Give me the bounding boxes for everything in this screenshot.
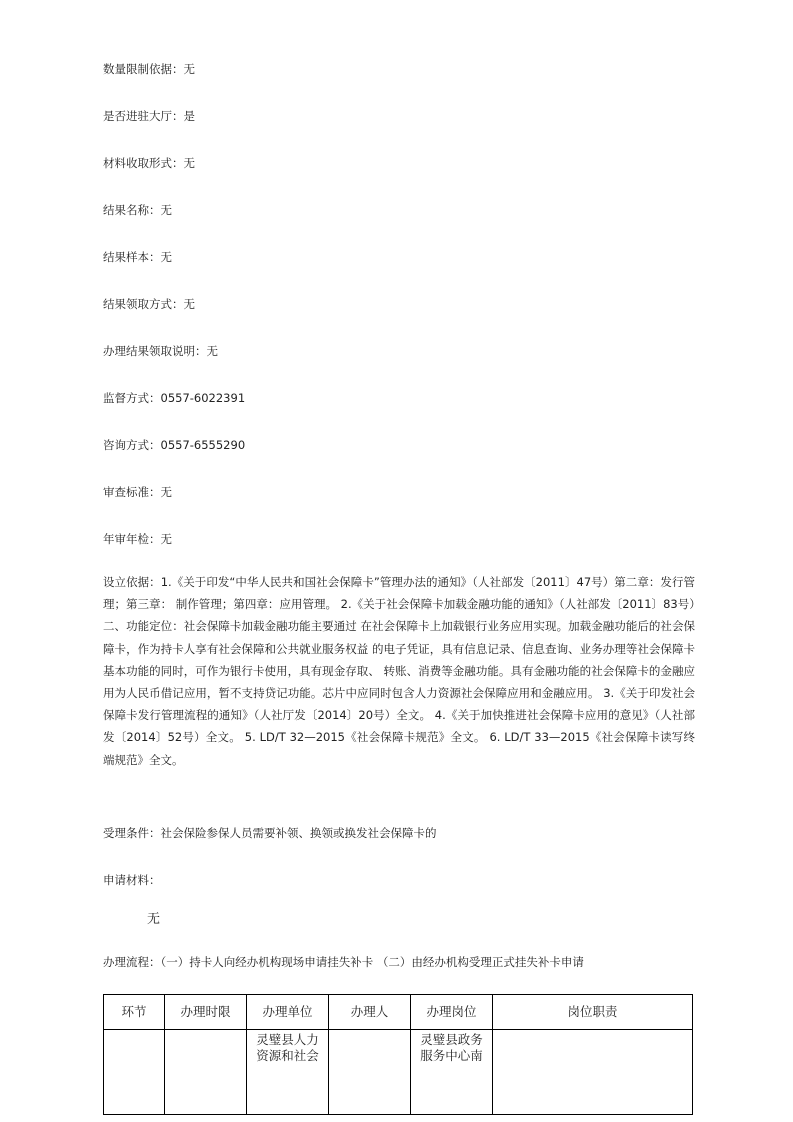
acceptance-conditions: 受理条件：社会保险参保人员需要补领、换领或换发社会保障卡的: [103, 826, 437, 840]
field-result-pickup-note: 办理结果领取说明：无: [103, 344, 218, 358]
table-header-cell: 办理岗位: [411, 995, 493, 1030]
table-cell: 灵璧县人力资源和社会: [247, 1030, 329, 1115]
field-result-pickup: 结果领取方式：无: [103, 297, 195, 311]
field-supervision: 监督方式：0557-6022391: [103, 391, 246, 405]
table-cell: [493, 1030, 693, 1115]
table-header-cell: 办理单位: [247, 995, 329, 1030]
field-quantity-limit: 数量限制依据：无: [103, 62, 195, 76]
table-cell: [104, 1030, 165, 1115]
field-result-name: 结果名称：无: [103, 203, 172, 217]
table-cell: 灵璧县政务服务中心南: [411, 1030, 493, 1115]
table-header-row: [104, 995, 693, 1030]
process-description: 办理流程：（一）持卡人向经办机构现场申请挂失补卡 （二）由经办机构受理正式挂失补卡申请: [103, 955, 584, 969]
table-cell: [329, 1030, 411, 1115]
process-table: [103, 994, 693, 1115]
field-review-standard: 审查标准：无: [103, 485, 172, 499]
table-cell: [165, 1030, 247, 1115]
field-hall-entry: 是否进驻大厅：是: [103, 109, 195, 123]
materials-label: 申请材料：: [103, 873, 161, 887]
table-header-cell: 环节: [104, 995, 165, 1030]
basis-paragraph: 设立依据：1.《关于印发“中华人民共和国社会保障卡”管理办法的通知》（人社部发〔2011〕47号）第二章：发行管理；第三章： 制作管理；第四章：应用管理。 2.《关于社会保障卡加载金融功能的通知》（人社部发〔2011〕83号）二、功能定位：社会保障卡加载金融功能主要通过 在社会保障卡上加载银行业务应用实现。加载金融功能后的社会保障卡，作为持卡人享有社会保障和公共就业服务权益 的电子凭证，具有信息记录、信息查询、业务办理等社会保障卡基本功能的同时，可作为银行卡使用，具有现金存取、 转账、消费等金融功能。具有金融功能的社会保障卡的金融应用为人民币借记应用，暂不支持贷记功能。芯片中应同时包含人力资源社会保障应用和金融应用。 3.《关于印发社会保障卡发行管理流程的通知》（人社厅发〔2014〕20号）全文。 4.《关于加快推进社会保障卡应用的意见》（人社部发〔2014〕52号）全文。 5. LD/T 32—2015《社会保障卡规范》全文。 6. LD/T 33—2015《社会保障卡读写终端规范》全文。: [103, 575, 695, 767]
field-material-form: 材料收取形式：无: [103, 156, 195, 170]
field-consultation: 咨询方式：0557-6555290: [103, 438, 246, 452]
table-header-cell: 办理时限: [165, 995, 247, 1030]
field-annual-review: 年审年检：无: [103, 532, 172, 546]
materials-value: 无: [147, 912, 161, 927]
table-row: [104, 1030, 693, 1115]
field-result-sample: 结果样本：无: [103, 250, 172, 264]
table-header-cell: 岗位职责: [493, 995, 693, 1030]
table-header-cell: 办理人: [329, 995, 411, 1030]
